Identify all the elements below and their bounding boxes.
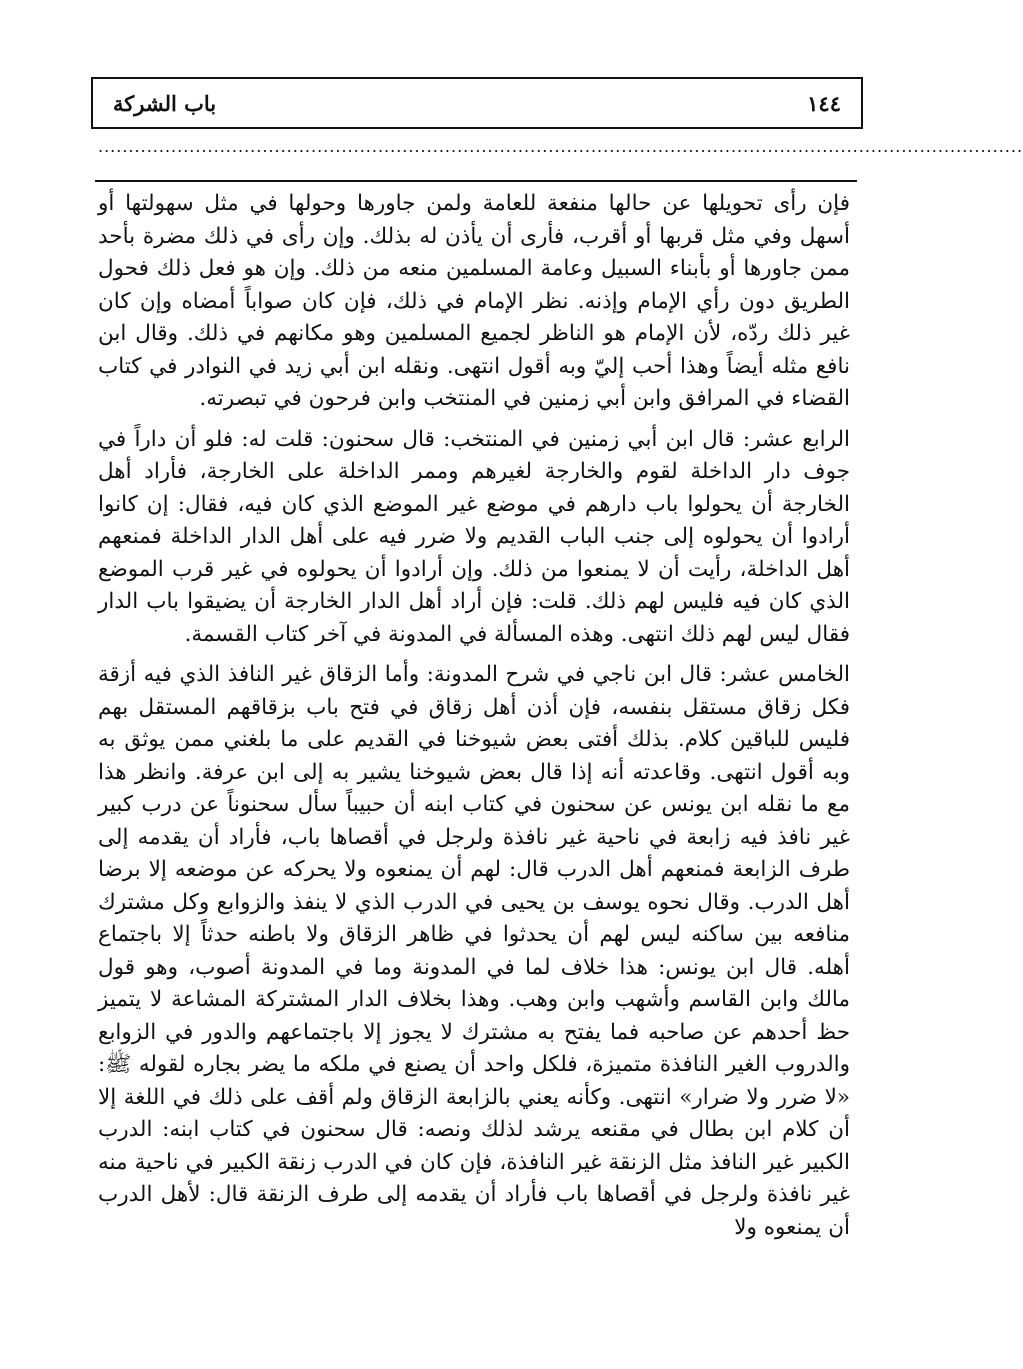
dotted-separator: ........................................................................................................................................................ xyxy=(98,137,1023,156)
page-header xyxy=(91,77,863,129)
paragraph-2: الرابع عشر: قال ابن أبي زمنين في المنتخب: قال سحنون: قلت له: فلو أن داراً في جوف دار الداخلة لقوم والخارجة لغيرهم وممر الداخلة على الخارجة، فأراد أهل الخارجة أن يحولوا باب دارهم في موضع غير الموضع الذي كان فيه، فقال: إن كانوا أرادوا أن يحولوه إلى جنب الباب القديم ولا ضرر فيه على أهل الدار الداخلة فمنعهم أهل الداخلة، رأيت أن لا يمنعوا من ذلك. وإن أرادوا أن يحولوه في غير قرب الموضع الذي كان فيه فليس لهم ذلك. قلت: فإن أراد أهل الدار الخارجة أن يضيقوا باب الدار فقال ليس لهم ذلك انتهى. وهذه المسألة في المدونة في آخر كتاب القسمة. xyxy=(98,426,850,647)
header-rule xyxy=(95,180,857,182)
body-text xyxy=(98,188,850,1244)
chapter-title: باب الشركة xyxy=(113,90,217,116)
page-number: ١٤٤ xyxy=(807,90,841,116)
paragraph-3: الخامس عشر: قال ابن ناجي في شرح المدونة: وأما الزقاق غير النافذ الذي فيه أزقة فكل زقاق مستقل بنفسه، فإن أذن أهل زقاق في فتح باب بزقاقهم المستقل بهم فليس للباقين كلام. بذلك أفتى بعض شيوخنا في القديم على ما بلغني ممن يوثق به وبه أقول انتهى. وقاعدته أنه إذا قال بعض شيوخنا يشير به إلى ابن عرفة. وانظر هذا مع ما نقله ابن يونس عن سحنون في كتاب ابنه أن حبيباً سأل سحنوناً عن درب كبير غير نافذ فيه زابعة في ناحية غير نافذة ولرجل في أقصاها باب، فأراد أن يقدمه إلى طرف الزابعة فمنعهم أهل الدرب قال: لهم أن يمنعوه ولا يحركه عن موضعه إلا برضا أهل الدرب. وقال نحوه يوسف بن يحيى في الدرب الذي لا ينفذ والزوابع وكل مشترك منافعه بين ساكنه ليس لهم أن يحدثوا في ظاهر الزقاق ولا باطنه حدثاً إلا باجتماع أهله. قال ابن يونس: هذا خلاف لما في المدونة وما في المدونة أصوب، وهو قول مالك وابن القاسم وأشهب وابن وهب. وهذا بخلاف الدار المشتركة المشاعة لا يتميز حظ أحدهم عن صاحبه فما يفتح به مشترك لا يجوز إلا باجتماعهم والدور في الزوابع والدروب الغير النافذة متميزة، فلكل واحد أن يصنع في ملكه ما يضر بجاره لقوله ﷺ: «لا ضرر ولا ضرار» انتهى. وكأنه يعني بالزابعة الزقاق ولم أقف على ذلك في اللغة إلا أن كلام ابن بطال في مقنعه يرشد لذلك ونصه: قال سحنون في كتاب ابنه: الدرب الكبير غير النافذ مثل الزنقة غير النافذة، فإن كان في الدرب زنقة الكبير في ناحية منه غير نافذة ولرجل في أقصاها باب فأراد أن يقدمه إلى طرف الزنقة قال: لأهل الدرب أن يمنعوه ولا xyxy=(98,662,850,1240)
paragraph-1: فإن رأى تحويلها عن حالها منفعة للعامة ولمن جاورها وحولها في مثل سهولتها أو أسهل وفي مثل قربها أو أقرب، فأرى أن يأذن له بذلك. وإن رأى في ذلك مضرة بأحد ممن جاورها أو بأبناء السبيل وعامة المسلمين منعه من ذلك. وإن هو فعل ذلك فحول الطريق دون رأي الإمام وإذنه. نظر الإمام في ذلك، فإن كان صواباً أمضاه وإن كان غير ذلك ردّه، لأن الإمام هو الناظر لجميع المسلمين وهو مكانهم في ذلك. وقال ابن نافع مثله أيضاً وهذا أحب إليّ وبه أقول انتهى. ونقله ابن أبي زيد في النوادر في كتاب القضاء في المرافق وابن أبي زمنين في المنتخب وابن فرحون في تبصرته. xyxy=(98,191,850,411)
